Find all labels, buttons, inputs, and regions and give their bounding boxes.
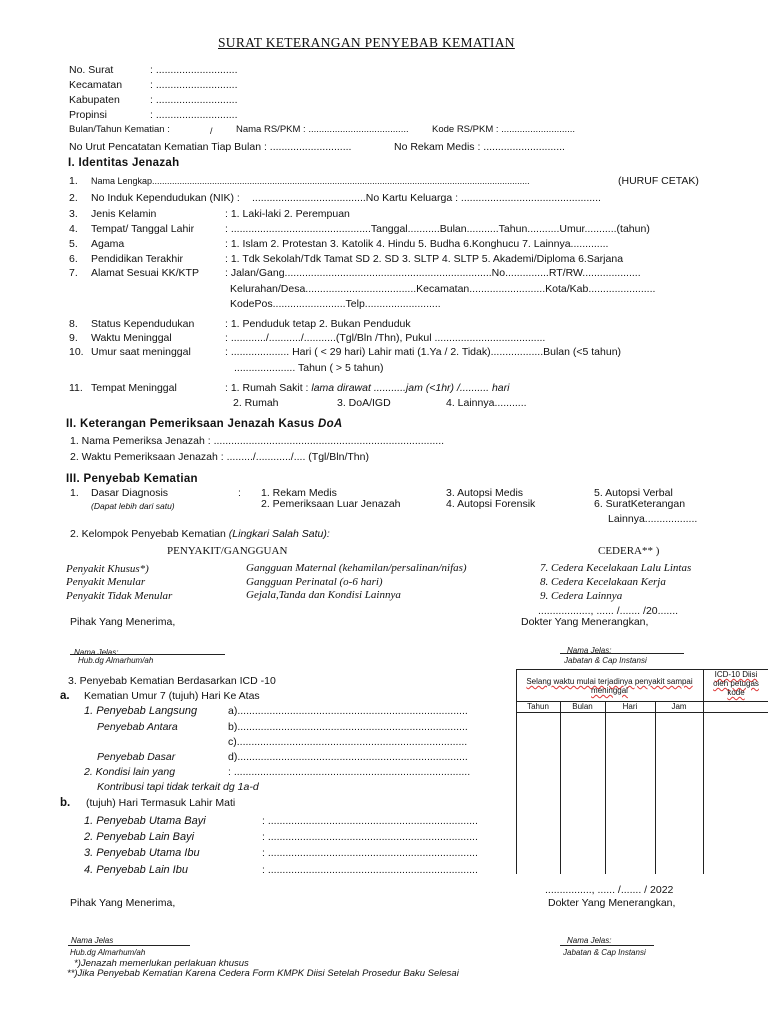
- alamat-kelurahan-field[interactable]: Kelurahan/Desa......................................Kecamatan..........................Kota/Kab.......................: [230, 283, 656, 295]
- kabupaten-field[interactable]: : ............................: [150, 94, 238, 106]
- nama-pemeriksa-field[interactable]: 1. Nama Pemeriksa Jenazah : ...............................................................................: [70, 435, 445, 447]
- kontribusi-note: Kontribusi tapi tidak terkait dg 1a-d: [97, 781, 259, 793]
- sign1-dokter: Dokter Yang Menerangkan,: [521, 616, 649, 628]
- sign1-pihak-menerima: Pihak Yang Menerima,: [70, 616, 176, 628]
- table-header-text: Selang waktu mulai terjadinya penyakit sampai meninggal: [526, 677, 693, 695]
- umur-meninggal-field[interactable]: : .................... Hari ( < 29 hari) Lahir mati (1.Ya / 2. Tidak)..................Bulan (<5 tahun): [225, 346, 622, 358]
- penyebab-antara-field[interactable]: b)...............................................................................: [228, 721, 468, 733]
- sign1-nama-jelas-left: Nama Jelas:: [74, 648, 119, 657]
- section-penyebab-heading: III. Penyebab Kematian: [66, 473, 198, 485]
- table-col-tahun: Tahun: [527, 702, 549, 711]
- tempat-doa-igd-option[interactable]: 3. DoA/IGD: [337, 397, 391, 409]
- opt-rekam-medis[interactable]: 1. Rekam Medis: [261, 487, 337, 499]
- icd-a-marker: a.: [60, 690, 70, 702]
- penyebab-lain-bayi-label: 2. Penyebab Lain Bayi: [84, 831, 195, 843]
- sign1-date-field[interactable]: .................., ...... /....... /20.......: [538, 605, 679, 617]
- row-num: 11.: [69, 382, 83, 394]
- opt-surat-keterangan[interactable]: 6. SuratKeterangan: [594, 498, 686, 510]
- row-num: 10.: [69, 346, 84, 358]
- sign1-signature-line-left[interactable]: [70, 654, 225, 655]
- alamat-label: Alamat Sesuai KK/KTP: [91, 267, 199, 279]
- nik-label: No Induk Kependudukan (NIK) :: [91, 192, 240, 204]
- waktu-pemeriksaan-field[interactable]: 2. Waktu Pemeriksaan Jenazah : ........./............/.... (Tgl/Bln/Thn): [70, 451, 369, 463]
- kecamatan-label: Kecamatan: [69, 79, 123, 91]
- icd-b-text: (tujuh) Hari Termasuk Lahir Mati: [86, 797, 236, 809]
- agama-label: Agama: [91, 238, 125, 250]
- table-col-border: [703, 669, 704, 874]
- penyebab-utama-bayi-label: 1. Penyebab Utama Bayi: [84, 815, 206, 827]
- penyebab-antara-label: Penyebab Antara: [97, 721, 178, 733]
- row-num: 2.: [69, 192, 78, 204]
- sign2-signature-line-left[interactable]: [68, 945, 190, 946]
- nik-kk-field[interactable]: .......................................No Kartu Keluarga : ................................................: [252, 192, 601, 204]
- bulan-tahun-label: Bulan/Tahun Kematian :: [69, 124, 170, 135]
- opt-gangguan-perinatal[interactable]: Gangguan Perinatal (o-6 hari): [246, 576, 383, 588]
- table-col-border: [605, 701, 606, 874]
- huruf-cetak-note: (HURUF CETAK): [618, 175, 699, 187]
- jenis-kelamin-options[interactable]: : 1. Laki-laki 2. Perempuan: [225, 208, 350, 220]
- opt-lainnya[interactable]: Lainnya..................: [608, 513, 698, 525]
- dasar-diagnosis-label: Dasar Diagnosis: [91, 487, 169, 499]
- sign1-signature-line-right[interactable]: [560, 653, 684, 654]
- sign2-pihak-menerima: Pihak Yang Menerima,: [70, 897, 176, 909]
- umur-tahun-field[interactable]: ..................... Tahun ( > 5 tahun): [234, 362, 384, 374]
- opt-autopsi-forensik[interactable]: 4. Autopsi Forensik: [446, 498, 536, 510]
- icd-a-text: Kematian Umur 7 (tujuh) Hari Ke Atas: [84, 690, 260, 702]
- sign2-date-field[interactable]: ................, ...... /....... / 2022: [545, 884, 674, 896]
- opt-autopsi-verbal[interactable]: 5. Autopsi Verbal: [594, 487, 673, 499]
- kabupaten-label: Kabupaten: [69, 94, 120, 106]
- penyebab-utama-ibu-field[interactable]: : ........................................................................: [262, 847, 478, 859]
- sign1-nama-jelas-right: Nama Jelas:: [567, 646, 612, 655]
- row-num: 4.: [69, 223, 78, 235]
- sign1-hub-almarhum: Hub.dg Almarhum/ah: [78, 656, 154, 665]
- penyebab-lain-ibu-label: 4. Penyebab Lain Ibu: [84, 864, 188, 876]
- kelompok-text: 2. Kelompok Penyebab Kematian: [70, 528, 229, 540]
- icd-heading: 3. Penyebab Kematian Berdasarkan ICD -10: [68, 675, 276, 687]
- table-subheader-border: [516, 712, 768, 713]
- opt-gangguan-maternal[interactable]: Gangguan Maternal (kehamilan/persalinan/nifas): [246, 562, 467, 574]
- no-surat-label: No. Surat: [69, 64, 114, 76]
- opt-autopsi-medis[interactable]: 3. Autopsi Medis: [446, 487, 524, 499]
- sign2-dokter: Dokter Yang Menerangkan,: [548, 897, 676, 909]
- no-surat-field[interactable]: : ............................: [150, 64, 238, 76]
- alamat-jalan-field[interactable]: : Jalan/Gang.......................................................................No...............RT/RW....................: [225, 267, 641, 279]
- kecamatan-field[interactable]: : ............................: [150, 79, 238, 91]
- row-num: 1.: [70, 487, 79, 499]
- sign1-jabatan-cap: Jabatan & Cap Instansi: [564, 656, 647, 665]
- pendidikan-label: Pendidikan Terakhir: [91, 253, 184, 265]
- penyebab-lain-ibu-field[interactable]: : ........................................................................: [262, 864, 478, 876]
- agama-options[interactable]: : 1. Islam 2. Protestan 3. Katolik 4. Hindu 5. Budha 6.Konghucu 7. Lainnya.............: [225, 238, 609, 250]
- kondisi-lain-label: 2. Kondisi lain yang: [84, 766, 176, 778]
- tempat-meninggal-label: Tempat Meninggal: [91, 382, 177, 394]
- doa-term: DoA: [318, 418, 343, 430]
- table-col-border: [516, 669, 517, 874]
- opt-cedera-lalu-lintas[interactable]: 7. Cedera Kecelakaan Lalu Lintas: [540, 562, 692, 574]
- jenis-kelamin-label: Jenis Kelamin: [91, 208, 157, 220]
- tempat-tanggal-lahir-label: Tempat/ Tanggal Lahir: [91, 223, 195, 235]
- table-col-border: [560, 701, 561, 874]
- penyebab-dasar-field[interactable]: d)...............................................................................: [228, 751, 468, 763]
- sign2-hub-almarhum: Hub.dg Almarhum/ah: [70, 948, 146, 957]
- no-rekam-medis-field[interactable]: No Rekam Medis : ............................: [394, 141, 565, 153]
- nama-rs-field[interactable]: Nama RS/PKM : ......................................: [236, 124, 409, 135]
- kondisi-lain-field[interactable]: : .................................................................................: [228, 766, 471, 778]
- dasar-note: (Dapat lebih dari satu): [91, 501, 175, 511]
- cedera-column-header: CEDERA** ): [598, 545, 660, 557]
- opt-penyakit-khusus[interactable]: Penyakit Khusus*): [66, 563, 149, 575]
- opt-cedera-lainnya[interactable]: 9. Cedera Lainnya: [540, 590, 623, 602]
- row-num: 6.: [69, 253, 78, 265]
- row-num: 5.: [69, 238, 78, 250]
- footnote-khusus: *)Jenazah memerlukan perlakuan khusus: [74, 958, 249, 969]
- kelompok-label: [70, 528, 330, 540]
- nama-lengkap-field[interactable]: Nama Lengkap.......................................................................................................................................................: [91, 176, 530, 186]
- bulan-tahun-slash[interactable]: /: [210, 126, 213, 136]
- section-identitas-heading: I. Identitas Jenazah: [68, 157, 180, 169]
- table-col-jam: Jam: [671, 702, 687, 711]
- lama-dirawat-field[interactable]: lama dirawat ...........jam (<1hr) /.......... hari: [311, 382, 510, 394]
- tempat-meninggal-rs[interactable]: [225, 382, 509, 394]
- waktu-meninggal-field[interactable]: : ............/.........../...........(Tgl/Bln /Thn), Pukul ......................................: [225, 332, 546, 344]
- footnote-cedera: **)Jika Penyebab Kematian Karena Cedera Form KMPK Diisi Setelah Prosedur Baku Selesai: [67, 968, 459, 979]
- sign2-signature-line-right[interactable]: [560, 945, 654, 946]
- sign2-nama-jelas-left: Nama Jelas: [71, 936, 114, 945]
- penyebab-dasar-label: Penyebab Dasar: [97, 751, 176, 763]
- tempat-rumah-option[interactable]: 2. Rumah: [233, 397, 279, 409]
- opt-gejala-tanda[interactable]: Gejala,Tanda dan Kondisi Lainnya: [246, 589, 401, 601]
- page-title: SURAT KETERANGAN PENYEBAB KEMATIAN: [218, 35, 515, 50]
- section-heading-text: II. Keterangan Pemeriksaan Jenazah Kasus: [66, 418, 318, 430]
- row-num: 3.: [69, 208, 78, 220]
- penyebab-utama-ibu-label: 3. Penyebab Utama Ibu: [84, 847, 200, 859]
- pendidikan-options[interactable]: : 1. Tdk Sekolah/Tdk Tamat SD 2. SD 3. SLTP 4. SLTP 5. Akademi/Diploma 6.Sarjana: [225, 253, 624, 265]
- penyebab-langsung-label: 1. Penyebab Langsung: [84, 705, 198, 717]
- propinsi-label: Propinsi: [69, 109, 107, 121]
- penyebab-langsung-field[interactable]: a)...............................................................................: [228, 705, 468, 717]
- dasar-colon: :: [238, 487, 241, 499]
- row-num: 1.: [69, 175, 78, 187]
- icd-b-marker: b.: [60, 797, 71, 809]
- waktu-meninggal-label: Waktu Meninggal: [91, 332, 172, 344]
- tempat-lainnya-option[interactable]: 4. Lainnya...........: [446, 397, 527, 409]
- table-col-bulan: Bulan: [572, 702, 593, 711]
- penyebab-utama-bayi-field[interactable]: : ........................................................................: [262, 815, 478, 827]
- icd-column-header: ICD-10 Diisi oleh petugas kode: [713, 670, 759, 697]
- kode-rs-field[interactable]: Kode RS/PKM : ............................: [432, 124, 576, 135]
- status-kependudukan-options[interactable]: : 1. Penduduk tetap 2. Bukan Penduduk: [225, 318, 411, 330]
- table-col-hari: Hari: [622, 702, 638, 711]
- sign2-jabatan-cap: Jabatan & Cap Instansi: [563, 948, 646, 957]
- row-num: 9.: [69, 332, 78, 344]
- tempat-tanggal-lahir-field[interactable]: : ................................................Tanggal...........Bulan...........Tahun...........Umur...........(tahun): [225, 223, 650, 235]
- penyakit-column-header: PENYAKIT/GANGGUAN: [167, 545, 288, 557]
- status-kependudukan-label: Status Kependudukan: [91, 318, 195, 330]
- row-num: 8.: [69, 318, 78, 330]
- table-col-border: [655, 701, 656, 874]
- penyebab-c-field[interactable]: c)...............................................................................: [228, 736, 468, 748]
- no-urut-field[interactable]: No Urut Pencatatan Kematian Tiap Bulan : ............................: [69, 141, 352, 153]
- section-pemeriksaan-heading: [66, 418, 343, 430]
- umur-meninggal-label: Umur saat meninggal: [91, 346, 191, 358]
- alamat-kodepos-field[interactable]: KodePos.........................Telp..........................: [230, 298, 441, 310]
- kelompok-note: (Lingkari Salah Satu):: [228, 528, 330, 540]
- propinsi-field[interactable]: : ............................: [150, 109, 238, 121]
- penyebab-lain-bayi-field[interactable]: : ........................................................................: [262, 831, 478, 843]
- opt-cedera-kerja[interactable]: 8. Cedera Kecelakaan Kerja: [540, 576, 666, 588]
- sign2-nama-jelas-right: Nama Jelas:: [567, 936, 612, 945]
- opt-penyakit-tidak-menular[interactable]: Penyakit Tidak Menular: [66, 590, 173, 602]
- opt-penyakit-menular[interactable]: Penyakit Menular: [66, 576, 146, 588]
- row-num: 7.: [69, 267, 78, 279]
- opt-pemeriksaan-luar[interactable]: 2. Pemeriksaan Luar Jenazah: [261, 498, 401, 510]
- rs-option[interactable]: : 1. Rumah Sakit :: [225, 382, 312, 394]
